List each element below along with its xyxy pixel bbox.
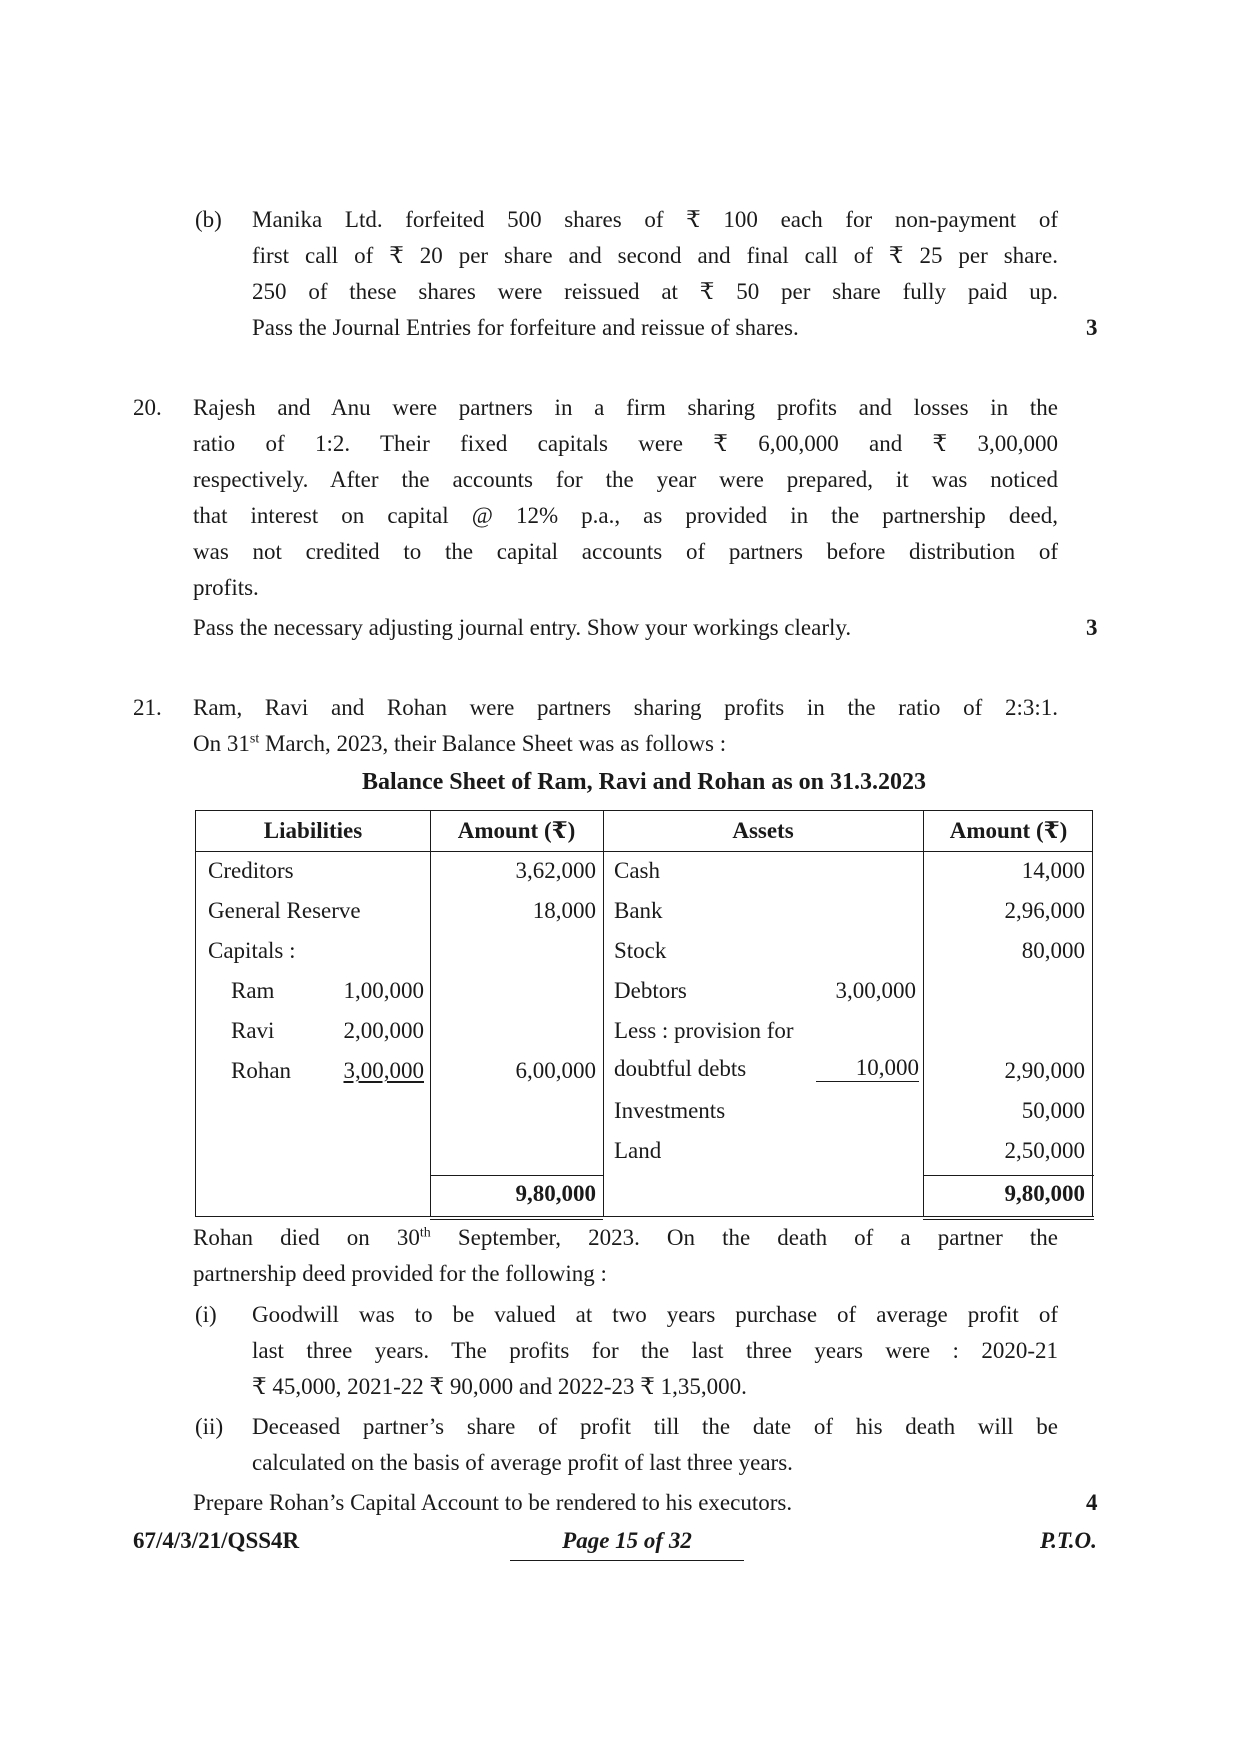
- liabilities-total: 9,80,000: [515, 1181, 596, 1206]
- asset-debtors: Debtors: [614, 978, 687, 1003]
- q20-text: [193, 393, 1058, 640]
- page-number: Page 15 of 32: [510, 1526, 744, 1561]
- asset-amount: 2,90,000: [1004, 1058, 1085, 1083]
- balance-sheet-title: Balance Sheet of Ram, Ravi and Rohan as on 31.3.2023: [361, 769, 927, 795]
- asset-amount: 80,000: [1021, 938, 1085, 963]
- q19b-line: Manika Ltd. forfeited 500 shares of ₹ 100 each for non-payment of: [252, 207, 1058, 232]
- q21-item-line: Deceased partner’s share of profit till the date of his death will be: [252, 1414, 1058, 1439]
- asset-amount: 50,000: [1021, 1098, 1085, 1123]
- q21-intro: [193, 693, 1058, 763]
- liability-capitals: Capitals :: [208, 938, 296, 963]
- paper-code: 67/4/3/21/QSS4R: [133, 1528, 300, 1553]
- q21-item-label: (ii): [195, 1414, 224, 1439]
- asset-amount: 2,50,000: [1004, 1138, 1085, 1163]
- q19b-line: first call of ₹ 20 per share and second and final call of ₹ 25 per share.: [252, 243, 1058, 268]
- liability-amount: 18,000: [532, 898, 596, 923]
- assets-total: 9,80,000: [1004, 1181, 1085, 1206]
- q19b-line: Pass the Journal Entries for forfeiture and reissue of shares.: [252, 315, 799, 340]
- q20-line: respectively. After the accounts for the year were prepared, it was noticed: [193, 467, 1058, 492]
- q21-line: On 31st March, 2023, their Balance Sheet was as follows :: [193, 731, 727, 756]
- q21-after-text: [193, 1223, 1058, 1293]
- header-assets: Assets: [732, 818, 794, 843]
- q21-line: partnership deed provided for the following :: [193, 1261, 607, 1286]
- capital-rohan: Rohan: [231, 1058, 292, 1083]
- q21-item-line: calculated on the basis of average profit of last three years.: [252, 1450, 793, 1475]
- liability-reserve: General Reserve: [208, 898, 361, 923]
- liability-creditors: Creditors: [208, 858, 294, 883]
- q20-line: was not credited to the capital accounts of partners before distribution of: [193, 539, 1058, 564]
- header-liabilities: Liabilities: [263, 818, 363, 843]
- q20-line: that interest on capital @ 12% p.a., as provided in the partnership deed,: [193, 503, 1058, 528]
- asset-doubtful-debts: doubtful debts: [614, 1056, 747, 1081]
- q19b-line: 250 of these shares were reissued at ₹ 50 per share fully paid up.: [252, 279, 1058, 304]
- capital-amount: 2,00,000: [343, 1018, 424, 1043]
- header-amount: Amount (₹): [457, 818, 576, 843]
- q21-number: 21.: [133, 695, 162, 720]
- asset-amount: 2,96,000: [1004, 898, 1085, 923]
- q21-item-i: [252, 1300, 1058, 1405]
- debtors-amount: 3,00,000: [835, 978, 916, 1003]
- q21-instruction: Prepare Rohan’s Capital Account to be rendered to his executors.: [193, 1490, 793, 1515]
- q19b-label: (b): [195, 207, 222, 232]
- q20-line: ratio of 1:2. Their fixed capitals were ₹ 6,00,000 and ₹ 3,00,000: [193, 431, 1058, 456]
- asset-cash: Cash: [614, 858, 660, 883]
- asset-amount: 14,000: [1021, 858, 1085, 883]
- q20-line: Rajesh and Anu were partners in a firm sharing profits and losses in the: [193, 395, 1058, 420]
- q20-line: profits.: [193, 575, 259, 600]
- q20-instruction: Pass the necessary adjusting journal entry. Show your workings clearly.: [193, 615, 852, 640]
- q21-item-ii: [252, 1412, 1058, 1482]
- q20-marks: 3: [1086, 615, 1098, 640]
- q21-line: Rohan died on 30th September, 2023. On the death of a partner the: [193, 1225, 1058, 1250]
- q21-line: Ram, Ravi and Rohan were partners sharing profits in the ratio of 2:3:1.: [193, 695, 1058, 720]
- capital-ravi: Ravi: [231, 1018, 275, 1043]
- q21-item-line: ₹ 45,000, 2021-22 ₹ 90,000 and 2022-23 ₹ 1,35,000.: [252, 1374, 747, 1399]
- capital-ram: Ram: [231, 978, 275, 1003]
- liability-amount: 3,62,000: [515, 858, 596, 883]
- provision-amount: 10,000: [816, 1054, 919, 1082]
- pto-label: P.T.O.: [1040, 1528, 1097, 1553]
- capital-amount: 3,00,000: [343, 1058, 424, 1083]
- asset-less-provision: Less : provision for: [614, 1018, 794, 1043]
- q19b-text: [252, 205, 1058, 340]
- q21-item-label: (i): [195, 1302, 217, 1327]
- header-amount: Amount (₹): [949, 818, 1068, 843]
- q21-item-line: last three years. The profits for the last three years were : 2020-21: [252, 1338, 1058, 1363]
- q20-number: 20.: [133, 395, 162, 420]
- asset-investments: Investments: [614, 1098, 726, 1123]
- asset-bank: Bank: [614, 898, 663, 923]
- q21-marks: 4: [1086, 1490, 1098, 1515]
- capitals-total: 6,00,000: [515, 1058, 596, 1083]
- q19b-marks: 3: [1086, 315, 1098, 340]
- q21-item-line: Goodwill was to be valued at two years purchase of average profit of: [252, 1302, 1058, 1327]
- asset-land: Land: [614, 1138, 662, 1163]
- balance-sheet-table: [195, 810, 1093, 1217]
- asset-stock: Stock: [614, 938, 667, 963]
- capital-amount: 1,00,000: [343, 978, 424, 1003]
